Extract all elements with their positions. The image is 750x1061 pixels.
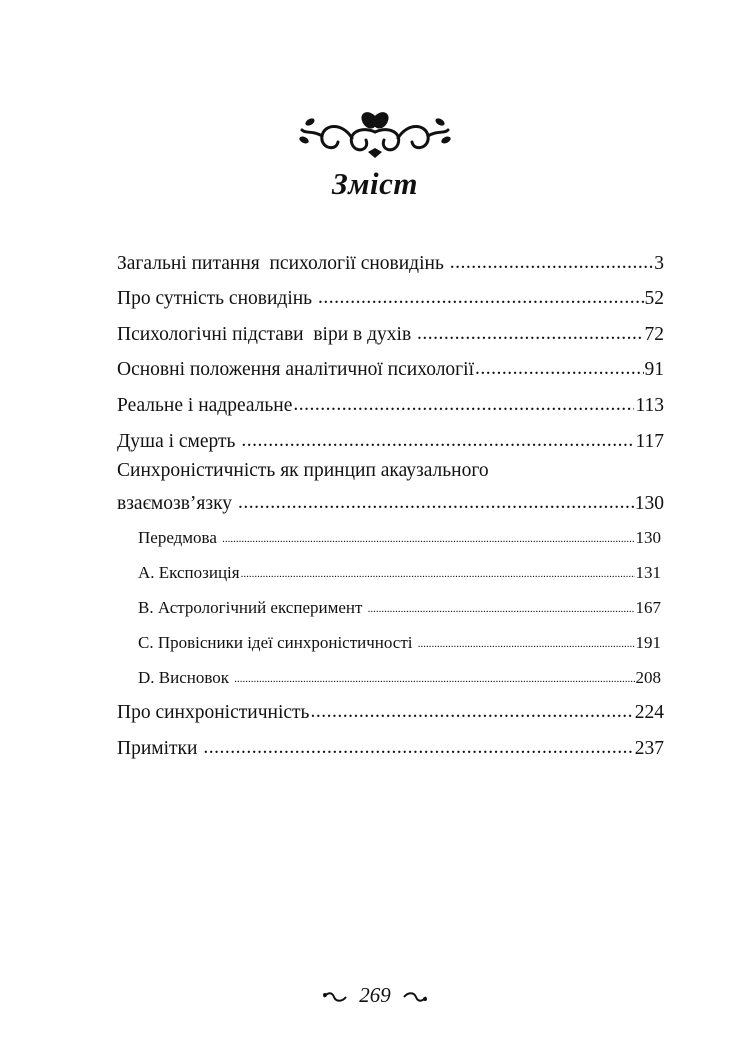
flourish-ornament <box>298 108 452 160</box>
toc-entry-page: 224 <box>634 702 664 723</box>
toc-entry-title: Основні положення аналітичної психології <box>117 359 475 380</box>
footer-ornament-right-icon <box>402 991 428 1003</box>
toc-entry-title: Психологічні підстави віри в духів <box>117 324 417 345</box>
toc-subentry[interactable] <box>138 520 661 550</box>
toc-leader-dots <box>203 738 633 758</box>
toc-entry-title: Загальні питання психології сновидінь <box>117 253 449 274</box>
toc-entry-page: 130 <box>634 493 664 514</box>
toc-entry-page: 130 <box>635 528 661 547</box>
toc-entry-page: 237 <box>634 738 664 759</box>
toc-subentry[interactable] <box>138 625 661 655</box>
toc-entry-page: 167 <box>635 598 661 617</box>
page-number: 269 <box>359 983 391 1007</box>
toc-leader-dots <box>234 674 634 685</box>
toc-entry-title: Передмова <box>138 528 222 547</box>
toc-leader-dots <box>417 324 643 344</box>
toc-entry[interactable] <box>117 424 664 454</box>
toc-entry[interactable] <box>117 695 664 725</box>
toc-entry[interactable] <box>117 352 664 382</box>
toc-entry-page: 52 <box>644 288 664 309</box>
page-title: Зміст <box>332 166 418 201</box>
toc-entry[interactable] <box>117 388 664 418</box>
toc-leader-dots <box>222 534 634 545</box>
toc-leader-dots <box>418 639 635 650</box>
toc-entry-title: B. Астрологічний експеримент <box>138 598 367 617</box>
toc-entry[interactable] <box>117 281 664 311</box>
toc-entry-title: Душа і смерть <box>117 431 241 452</box>
toc-entry-title: Примітки <box>117 738 203 759</box>
toc-entry[interactable] <box>117 731 664 761</box>
toc-entry-title: C. Провісники ідеї синхроністичності <box>138 633 417 652</box>
toc-subentry[interactable] <box>138 555 661 585</box>
toc-entry[interactable] <box>117 486 664 516</box>
toc-leader-dots <box>241 431 634 451</box>
toc-leader-dots <box>241 569 635 580</box>
toc-leader-dots <box>293 395 634 415</box>
toc-entry-page: 208 <box>635 668 661 687</box>
toc-leader-dots <box>238 493 634 513</box>
toc-leader-dots <box>368 604 635 615</box>
toc-entry-title: Про синхроністичність <box>117 702 310 723</box>
page-footer <box>0 983 750 1008</box>
toc-entry-page: 91 <box>644 359 664 380</box>
toc-entry-title: Синхроністичність як принцип акаузального <box>117 460 489 481</box>
toc-entry-page: 191 <box>635 633 661 652</box>
footer-ornament-left-icon <box>322 991 348 1003</box>
toc-leader-dots <box>450 253 654 273</box>
toc-entry-page: 131 <box>635 563 661 582</box>
toc-subentry[interactable] <box>138 660 661 690</box>
toc-leader-dots <box>310 702 633 722</box>
toc-entry-title: D. Висновок <box>138 668 234 687</box>
toc-entry[interactable] <box>117 317 664 347</box>
toc-entry-page: 3 <box>654 253 664 274</box>
toc-entry-title: взаємозв’язку <box>117 493 237 514</box>
toc-leader-dots <box>318 288 644 308</box>
toc-entry-title: Про сутність сновидінь <box>117 288 317 309</box>
toc-entry-page: 72 <box>644 324 664 345</box>
toc-entry-page: 113 <box>635 395 664 416</box>
toc-entry-title: A. Експозиція <box>138 563 240 582</box>
toc-leader-dots <box>475 359 643 379</box>
toc-subentry[interactable] <box>138 590 661 620</box>
toc-entry[interactable] <box>117 246 664 276</box>
toc-entry-page: 117 <box>635 431 664 452</box>
toc-entry-title: Реальне і надреальне <box>117 395 293 416</box>
toc-entry-title-line <box>117 459 664 489</box>
